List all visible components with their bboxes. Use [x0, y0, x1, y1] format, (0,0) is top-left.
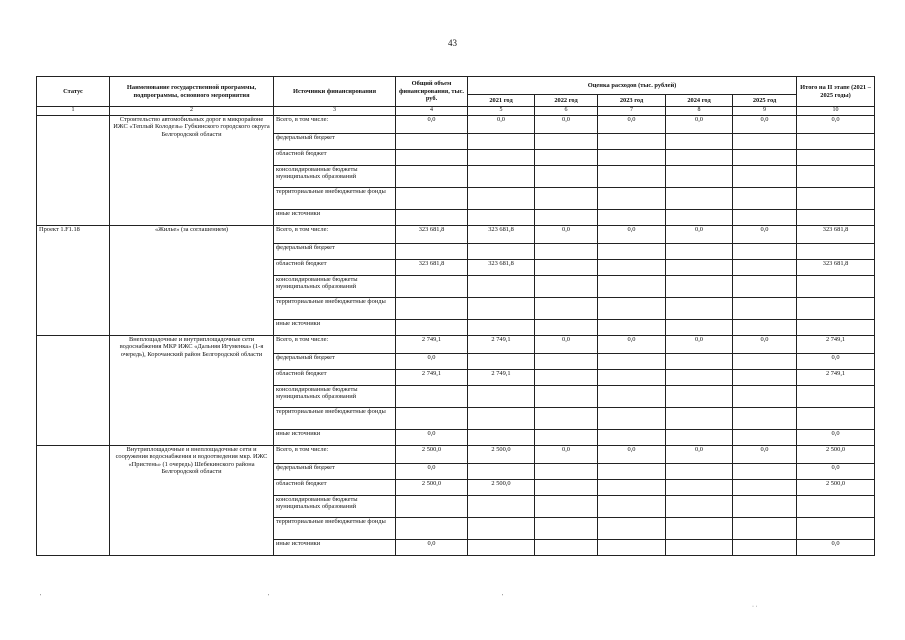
row-value: 0,0: [666, 226, 733, 244]
row-value: 0,0: [598, 116, 666, 134]
row-value: [666, 166, 733, 188]
row-value: [666, 320, 733, 336]
row-value: 0,0: [598, 446, 666, 464]
row-status: [37, 446, 110, 556]
row-value: [598, 518, 666, 540]
row-value: [396, 134, 468, 150]
row-value: [733, 496, 797, 518]
row-value: [666, 518, 733, 540]
row-value: 0,0: [797, 464, 875, 480]
row-value: [666, 210, 733, 226]
row-value: [666, 276, 733, 298]
row-value: [733, 276, 797, 298]
row-value: [396, 188, 468, 210]
row-value: [468, 496, 535, 518]
row-value: [396, 210, 468, 226]
row-value: [468, 430, 535, 446]
row-value: 0,0: [797, 430, 875, 446]
row-value: 2 749,1: [396, 370, 468, 386]
row-value: [535, 320, 598, 336]
row-value: 0,0: [535, 116, 598, 134]
row-value: [468, 150, 535, 166]
row-value: [535, 166, 598, 188]
row-source: консолидированные бюджеты муниципальных образований: [274, 276, 396, 298]
row-value: 2 749,1: [797, 336, 875, 354]
row-value: [733, 244, 797, 260]
row-value: 323 681,8: [468, 260, 535, 276]
header-estimate: Оценка расходов (тыс. рублей): [468, 77, 797, 95]
row-value: [468, 244, 535, 260]
column-number: 10: [797, 107, 875, 116]
row-value: [733, 320, 797, 336]
column-number: 7: [598, 107, 666, 116]
row-value: [598, 298, 666, 320]
row-source: федеральный бюджет: [274, 354, 396, 370]
row-value: [598, 210, 666, 226]
row-value: [733, 480, 797, 496]
row-value: 2 749,1: [396, 336, 468, 354]
header-name: Наименование государственной программы, подпрограммы, основного мероприятия: [110, 77, 274, 107]
row-source: консолидированные бюджеты муниципальных образований: [274, 166, 396, 188]
row-value: [797, 166, 875, 188]
row-value: 0,0: [733, 116, 797, 134]
row-value: [733, 464, 797, 480]
row-value: [396, 244, 468, 260]
row-value: [666, 354, 733, 370]
row-value: 0,0: [535, 446, 598, 464]
row-status: [37, 336, 110, 446]
row-value: [733, 518, 797, 540]
column-number: 4: [396, 107, 468, 116]
column-number: 8: [666, 107, 733, 116]
header-sources: Источники финансирования: [274, 77, 396, 107]
row-value: [797, 298, 875, 320]
row-value: [598, 540, 666, 556]
column-number: 2: [110, 107, 274, 116]
row-value: [666, 188, 733, 210]
row-value: [468, 298, 535, 320]
row-value: [797, 386, 875, 408]
row-value: [468, 354, 535, 370]
row-value: [396, 276, 468, 298]
scan-dot: · ·: [752, 604, 758, 610]
row-value: 2 500,0: [797, 480, 875, 496]
row-value: [598, 188, 666, 210]
row-value: [598, 244, 666, 260]
row-value: [535, 134, 598, 150]
scan-dot: ': [268, 594, 270, 600]
row-source: Всего, в том числе:: [274, 226, 396, 244]
row-value: [535, 244, 598, 260]
row-value: [666, 386, 733, 408]
row-value: [598, 370, 666, 386]
header-year: 2021 год: [468, 95, 535, 107]
column-number: 1: [37, 107, 110, 116]
row-value: [535, 276, 598, 298]
row-value: [468, 464, 535, 480]
page-number: 43: [448, 38, 457, 48]
row-value: [666, 464, 733, 480]
row-value: [396, 518, 468, 540]
row-value: [666, 244, 733, 260]
row-value: [396, 386, 468, 408]
row-value: 323 681,8: [468, 226, 535, 244]
row-source: консолидированные бюджеты муниципальных образований: [274, 496, 396, 518]
row-value: [535, 496, 598, 518]
row-value: [468, 166, 535, 188]
column-number: 6: [535, 107, 598, 116]
row-value: [797, 188, 875, 210]
row-value: [666, 134, 733, 150]
row-value: [598, 430, 666, 446]
row-value: 0,0: [598, 336, 666, 354]
row-source: федеральный бюджет: [274, 244, 396, 260]
row-value: [468, 540, 535, 556]
row-value: [797, 276, 875, 298]
row-value: [535, 408, 598, 430]
row-value: 0,0: [396, 116, 468, 134]
row-source: территориальные внебюджетные фонды: [274, 518, 396, 540]
row-value: [666, 150, 733, 166]
row-value: 323 681,8: [396, 260, 468, 276]
row-value: [598, 480, 666, 496]
row-value: [468, 276, 535, 298]
table-row: [37, 336, 875, 354]
row-value: [733, 408, 797, 430]
row-value: [396, 408, 468, 430]
row-value: [598, 320, 666, 336]
row-value: [666, 480, 733, 496]
header-total: Общий объем финансирования, тыс. руб.: [396, 77, 468, 107]
row-value: 0,0: [733, 226, 797, 244]
row-value: [797, 134, 875, 150]
row-value: 0,0: [797, 116, 875, 134]
row-value: [396, 166, 468, 188]
row-value: [535, 188, 598, 210]
row-value: [797, 408, 875, 430]
column-number: 5: [468, 107, 535, 116]
row-value: 323 681,8: [396, 226, 468, 244]
row-value: 2 500,0: [396, 446, 468, 464]
row-source: территориальные внебюджетные фонды: [274, 298, 396, 320]
row-source: консолидированные бюджеты муниципальных образований: [274, 386, 396, 408]
table-body: [37, 116, 875, 556]
row-value: [797, 244, 875, 260]
row-value: 2 749,1: [468, 370, 535, 386]
row-name: Внеплощадочные и внутриплощадочные сети водоснабжения МКР ИЖС «Дальняя Игуменка» (1-я очередь), Корочанский район Белгородской области: [110, 336, 274, 446]
row-value: [666, 260, 733, 276]
header-year: 2024 год: [666, 95, 733, 107]
row-value: 2 500,0: [797, 446, 875, 464]
row-value: [733, 188, 797, 210]
row-value: [535, 386, 598, 408]
row-value: 323 681,8: [797, 226, 875, 244]
row-value: 0,0: [535, 336, 598, 354]
row-value: [733, 298, 797, 320]
row-value: [733, 134, 797, 150]
header-year: 2025 год: [733, 95, 797, 107]
scan-dot: ': [40, 594, 42, 600]
row-value: [797, 518, 875, 540]
row-value: 0,0: [468, 116, 535, 134]
row-value: [535, 518, 598, 540]
row-value: [396, 298, 468, 320]
row-value: [468, 518, 535, 540]
row-value: 2 500,0: [396, 480, 468, 496]
column-number: 9: [733, 107, 797, 116]
row-value: [733, 354, 797, 370]
header-year: 2022 год: [535, 95, 598, 107]
row-value: [733, 430, 797, 446]
row-value: 0,0: [396, 540, 468, 556]
row-value: [468, 188, 535, 210]
row-value: 0,0: [396, 354, 468, 370]
row-value: [733, 540, 797, 556]
row-source: областной бюджет: [274, 260, 396, 276]
scan-dot: ': [502, 594, 504, 600]
row-value: [733, 260, 797, 276]
row-value: [598, 464, 666, 480]
row-source: территориальные внебюджетные фонды: [274, 188, 396, 210]
header-year: 2023 год: [598, 95, 666, 107]
row-source: федеральный бюджет: [274, 464, 396, 480]
row-value: [535, 210, 598, 226]
row-value: [797, 150, 875, 166]
table-row: [37, 446, 875, 464]
row-value: 0,0: [396, 464, 468, 480]
row-value: [666, 298, 733, 320]
row-name: Строительство автомобильных дорог в микрорайоне ИЖС «Теплый Колодезь» Губкинского городского округа Белгородской области: [110, 116, 274, 226]
row-value: [535, 298, 598, 320]
row-value: 2 500,0: [468, 446, 535, 464]
row-value: [666, 370, 733, 386]
row-value: [598, 408, 666, 430]
row-value: [733, 386, 797, 408]
row-value: [468, 320, 535, 336]
row-value: [666, 408, 733, 430]
row-value: [797, 496, 875, 518]
row-source: областной бюджет: [274, 370, 396, 386]
row-value: 0,0: [535, 226, 598, 244]
row-value: 0,0: [666, 446, 733, 464]
row-value: [468, 386, 535, 408]
row-value: [535, 430, 598, 446]
row-value: [666, 496, 733, 518]
row-value: [598, 276, 666, 298]
row-value: [468, 408, 535, 430]
row-value: 0,0: [598, 226, 666, 244]
row-value: [598, 150, 666, 166]
row-value: [535, 370, 598, 386]
row-value: [733, 150, 797, 166]
row-source: Всего, в том числе:: [274, 446, 396, 464]
row-source: областной бюджет: [274, 480, 396, 496]
row-value: [666, 540, 733, 556]
row-value: [797, 210, 875, 226]
row-value: [598, 386, 666, 408]
row-value: 323 681,8: [797, 260, 875, 276]
row-value: [797, 320, 875, 336]
row-source: территориальные внебюджетные фонды: [274, 408, 396, 430]
row-source: федеральный бюджет: [274, 134, 396, 150]
row-value: 0,0: [797, 540, 875, 556]
header-status: Статус: [37, 77, 110, 107]
row-value: 0,0: [666, 116, 733, 134]
header-stage-total: Итого на II этапе (2021 – 2025 годы): [797, 77, 875, 107]
row-value: 2 749,1: [797, 370, 875, 386]
row-source: иные источники: [274, 430, 396, 446]
row-value: [535, 540, 598, 556]
row-value: [535, 260, 598, 276]
row-source: иные источники: [274, 210, 396, 226]
row-value: [598, 354, 666, 370]
row-value: [396, 496, 468, 518]
row-value: [396, 320, 468, 336]
row-value: [535, 150, 598, 166]
row-source: иные источники: [274, 540, 396, 556]
row-value: [733, 166, 797, 188]
row-value: [733, 210, 797, 226]
row-value: 2 749,1: [468, 336, 535, 354]
column-number: 3: [274, 107, 396, 116]
row-value: [468, 134, 535, 150]
row-name: «Жилье» (за соглашением): [110, 226, 274, 336]
row-status: Проект 1.F1.18: [37, 226, 110, 336]
row-value: 0,0: [396, 430, 468, 446]
row-source: Всего, в том числе:: [274, 116, 396, 134]
row-value: 0,0: [733, 336, 797, 354]
row-value: [598, 260, 666, 276]
column-number-row: [37, 107, 875, 116]
row-value: [396, 150, 468, 166]
row-value: 2 500,0: [468, 480, 535, 496]
row-source: иные источники: [274, 320, 396, 336]
row-source: Всего, в том числе:: [274, 336, 396, 354]
row-value: 0,0: [666, 336, 733, 354]
row-value: 0,0: [733, 446, 797, 464]
row-value: [666, 430, 733, 446]
row-name: Внутриплощадочные и внеплощадочные сети и сооружения водоснабжения и водоотведения мкр. ИЖС «Пристень» (1 очередь) Шебекинского района Белгородской области: [110, 446, 274, 556]
table-row: [37, 226, 875, 244]
row-value: [598, 166, 666, 188]
row-value: [598, 134, 666, 150]
row-value: [535, 354, 598, 370]
row-value: [598, 496, 666, 518]
row-source: областной бюджет: [274, 150, 396, 166]
row-status: [37, 116, 110, 226]
table-row: [37, 116, 875, 134]
row-value: [468, 210, 535, 226]
row-value: [733, 370, 797, 386]
row-value: [535, 464, 598, 480]
budget-table: [36, 76, 875, 556]
row-value: 0,0: [797, 354, 875, 370]
row-value: [535, 480, 598, 496]
